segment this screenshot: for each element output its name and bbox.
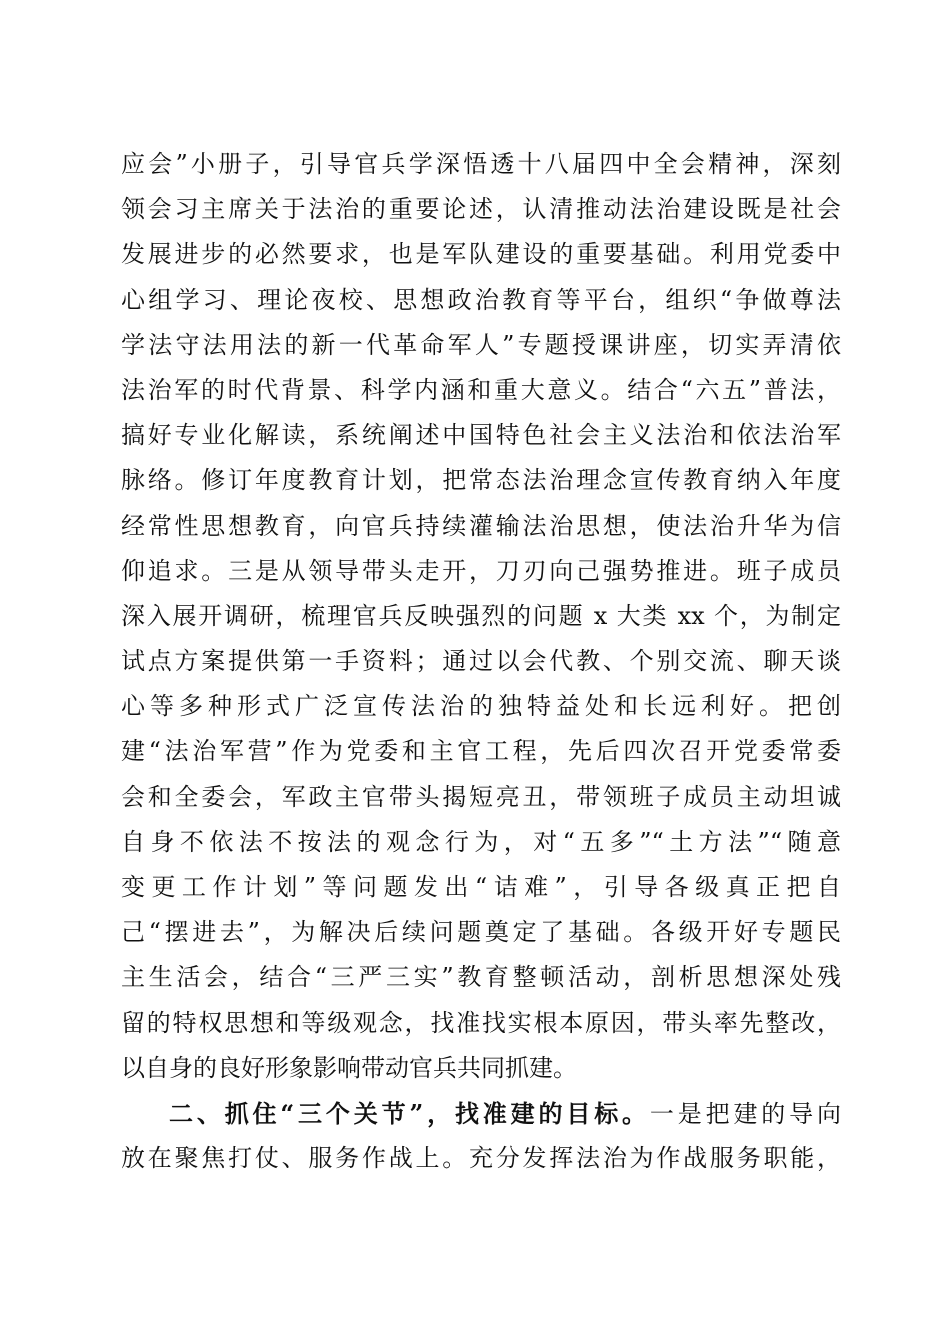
paragraph-line: 领会习主席关于法治的重要论述，认清推动法治建设既是社会 bbox=[121, 195, 841, 224]
paragraph-line: 仰追求。三是从领导带头走开，刀刃向己强势推进。班子成员 bbox=[121, 556, 841, 585]
paragraph-line: 主生活会，结合“三严三实”教育整顿活动，剖析思想深处残 bbox=[121, 963, 841, 992]
paragraph-line: 深入展开调研，梳理官兵反映强烈的问题 x 大类 xx 个，为制定 bbox=[121, 601, 841, 630]
paragraph-line: 发展进步的必然要求，也是军队建设的重要基础。利用党委中 bbox=[121, 240, 841, 269]
paragraph-line: 建“法治军营”作为党委和主官工程，先后四次召开党委常委 bbox=[121, 737, 841, 766]
paragraph-line: 脉络。修订年度教育计划，把常态法治理念宣传教育纳入年度 bbox=[121, 466, 841, 495]
paragraph-line: 搞好专业化解读，系统阐述中国特色社会主义法治和依法治军 bbox=[121, 421, 841, 450]
paragraph-line: 心组学习、理论夜校、思想政治教育等平台，组织“争做尊法 bbox=[121, 285, 841, 314]
body-text bbox=[121, 142, 841, 1181]
paragraph-line: 心等多种形式广泛宣传法治的独特益处和长远利好。把创 bbox=[121, 692, 841, 721]
paragraph-line: 法治军的时代背景、科学内涵和重大意义。结合“六五”普法， bbox=[121, 375, 841, 404]
paragraph-line: 会和全委会，军政主官带头揭短亮丑，带领班子成员主动坦诚 bbox=[121, 782, 841, 811]
paragraph-line: 学法守法用法的新一代革命军人”专题授课讲座，切实弄清依 bbox=[121, 330, 841, 359]
paragraph-line: 试点方案提供第一手资料；通过以会代教、个别交流、聊天谈 bbox=[121, 647, 841, 676]
section-two-lead-text: 一是把建的导向 bbox=[649, 1099, 842, 1128]
paragraph-line: 以自身的良好形象影响带动官兵共同抓建。 bbox=[121, 1053, 577, 1082]
paragraph-line: 留的特权思想和等级观念，找准找实根本原因，带头率先整改， bbox=[121, 1008, 841, 1037]
paragraph-line: 自身不依法不按法的观念行为，对“五多”“土方法”“随意 bbox=[121, 827, 841, 856]
section-two-line: 放在聚焦打仗、服务作战上。充分发挥法治为作战服务职能， bbox=[121, 1144, 841, 1173]
section-two-first-line bbox=[121, 1091, 841, 1136]
paragraph-line: 经常性思想教育，向官兵持续灌输法治思想，使法治升华为信 bbox=[121, 511, 841, 540]
paragraph-line: 应会”小册子，引导官兵学深悟透十八届四中全会精神，深刻 bbox=[121, 150, 841, 178]
paragraph-line: 己“摆进去”，为解决后续问题奠定了基础。各级开好专题民 bbox=[121, 918, 841, 947]
paragraph-line: 变更工作计划”等问题发出“诘难”，引导各级真正把自 bbox=[121, 873, 841, 901]
section-two-heading: 二、抓住“三个关节”，找准建的目标。 bbox=[169, 1098, 650, 1128]
